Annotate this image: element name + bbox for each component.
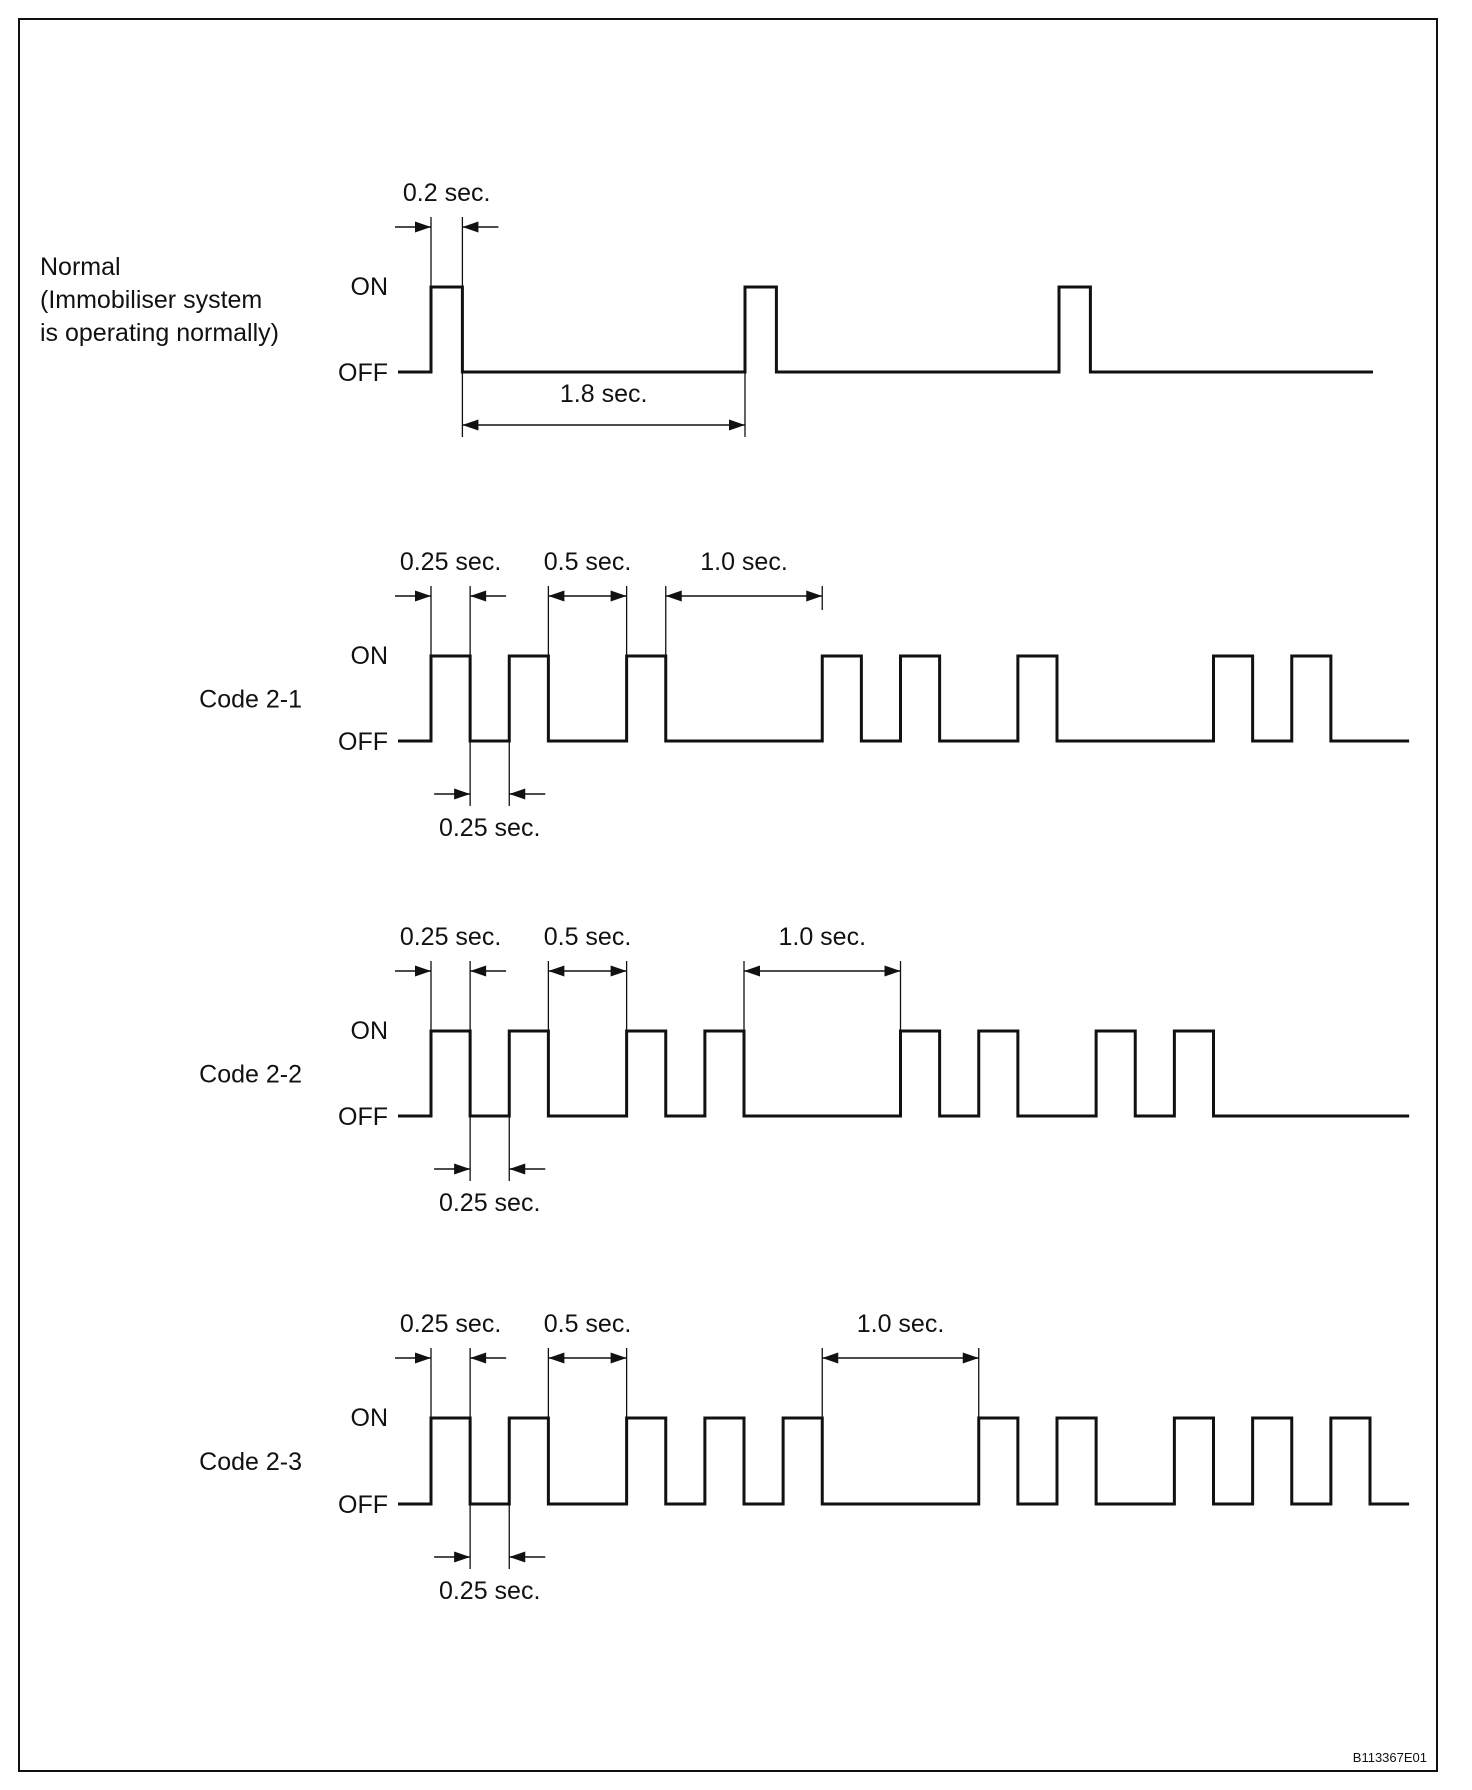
off-level-label: OFF bbox=[338, 1491, 388, 1519]
dimension-below bbox=[462, 372, 745, 437]
dimension-below bbox=[434, 741, 545, 842]
arrow-head bbox=[806, 591, 822, 602]
on-level-label: ON bbox=[350, 1404, 388, 1432]
arrow-head bbox=[963, 1353, 979, 1364]
signal-waveform bbox=[398, 1031, 1409, 1116]
on-level-label: ON bbox=[350, 642, 388, 670]
dimension-label: 0.5 sec. bbox=[543, 923, 632, 951]
arrow-head bbox=[666, 591, 682, 602]
diagram-frame bbox=[19, 19, 1437, 1771]
on-level-label: ON bbox=[350, 273, 388, 301]
dimension-above bbox=[666, 548, 823, 656]
off-level-label: OFF bbox=[338, 1103, 388, 1131]
row-code-2-3 bbox=[199, 1310, 1409, 1605]
dimension-label: 0.25 sec. bbox=[438, 1577, 541, 1605]
dimension-label: 0.25 sec. bbox=[438, 1189, 541, 1217]
signal-rows bbox=[40, 179, 1409, 1605]
arrow-head bbox=[611, 966, 627, 977]
arrow-head bbox=[509, 789, 525, 800]
dimension-above bbox=[395, 548, 506, 656]
arrow-head bbox=[470, 966, 486, 977]
signal-waveform bbox=[398, 287, 1373, 372]
row-label: is operating normally) bbox=[40, 319, 279, 347]
arrow-head bbox=[509, 1164, 525, 1175]
on-level-label: ON bbox=[350, 1017, 388, 1045]
dimension-label: 1.0 sec. bbox=[700, 548, 788, 576]
arrow-head bbox=[885, 966, 901, 977]
arrow-head bbox=[548, 591, 564, 602]
row-label: Code 2-3 bbox=[199, 1448, 302, 1476]
arrow-head bbox=[470, 591, 486, 602]
arrow-head bbox=[454, 1164, 470, 1175]
dimension-above bbox=[544, 548, 632, 656]
arrow-head bbox=[415, 966, 431, 977]
arrow-head bbox=[548, 966, 564, 977]
arrow-head bbox=[415, 222, 431, 233]
row-normal bbox=[40, 179, 1373, 437]
off-level-label: OFF bbox=[338, 359, 388, 387]
row-label: Code 2-2 bbox=[199, 1060, 302, 1089]
row-label: (Immobiliser system bbox=[40, 286, 263, 314]
reference-code: B113367E01 bbox=[1352, 1750, 1427, 1765]
dimension-below bbox=[434, 1116, 545, 1217]
arrow-head bbox=[548, 1353, 564, 1364]
dimension-above bbox=[395, 1310, 506, 1418]
row-code-2-1 bbox=[199, 548, 1409, 842]
arrow-head bbox=[611, 591, 627, 602]
dimension-label: 1.8 sec. bbox=[559, 380, 648, 408]
arrow-head bbox=[415, 1353, 431, 1364]
dimension-label: 0.5 sec. bbox=[543, 1310, 632, 1338]
signal-waveform bbox=[398, 656, 1409, 741]
dimension-above bbox=[544, 1310, 632, 1418]
signal-waveform bbox=[398, 1418, 1409, 1504]
arrow-head bbox=[509, 1552, 525, 1563]
dimension-above bbox=[395, 923, 506, 1031]
dimension-above bbox=[395, 179, 498, 287]
arrow-head bbox=[462, 222, 478, 233]
dimension-label: 1.0 sec. bbox=[778, 923, 867, 951]
arrow-head bbox=[415, 591, 431, 602]
dimension-above bbox=[744, 923, 901, 1031]
row-label: Normal bbox=[40, 253, 121, 281]
off-level-label: OFF bbox=[338, 728, 388, 756]
arrow-head bbox=[454, 789, 470, 800]
dimension-below bbox=[434, 1504, 545, 1605]
row-code-2-2 bbox=[199, 923, 1409, 1217]
dimension-label: 0.2 sec. bbox=[402, 179, 491, 207]
arrow-head bbox=[729, 420, 745, 431]
row-label: Code 2-1 bbox=[199, 685, 302, 714]
dimension-label: 0.25 sec. bbox=[399, 548, 502, 576]
dimension-label: 1.0 sec. bbox=[856, 1310, 945, 1338]
arrow-head bbox=[462, 420, 478, 431]
dimension-above bbox=[544, 923, 632, 1031]
arrow-head bbox=[454, 1552, 470, 1563]
dimension-label: 0.25 sec. bbox=[399, 1310, 502, 1338]
arrow-head bbox=[611, 1353, 627, 1364]
dimension-label: 0.25 sec. bbox=[399, 923, 502, 951]
dimension-label: 0.5 sec. bbox=[543, 548, 632, 576]
dimension-label: 0.25 sec. bbox=[438, 814, 541, 842]
arrow-head bbox=[822, 1353, 838, 1364]
dimension-above bbox=[822, 1310, 979, 1418]
arrow-head bbox=[470, 1353, 486, 1364]
arrow-head bbox=[744, 966, 760, 977]
